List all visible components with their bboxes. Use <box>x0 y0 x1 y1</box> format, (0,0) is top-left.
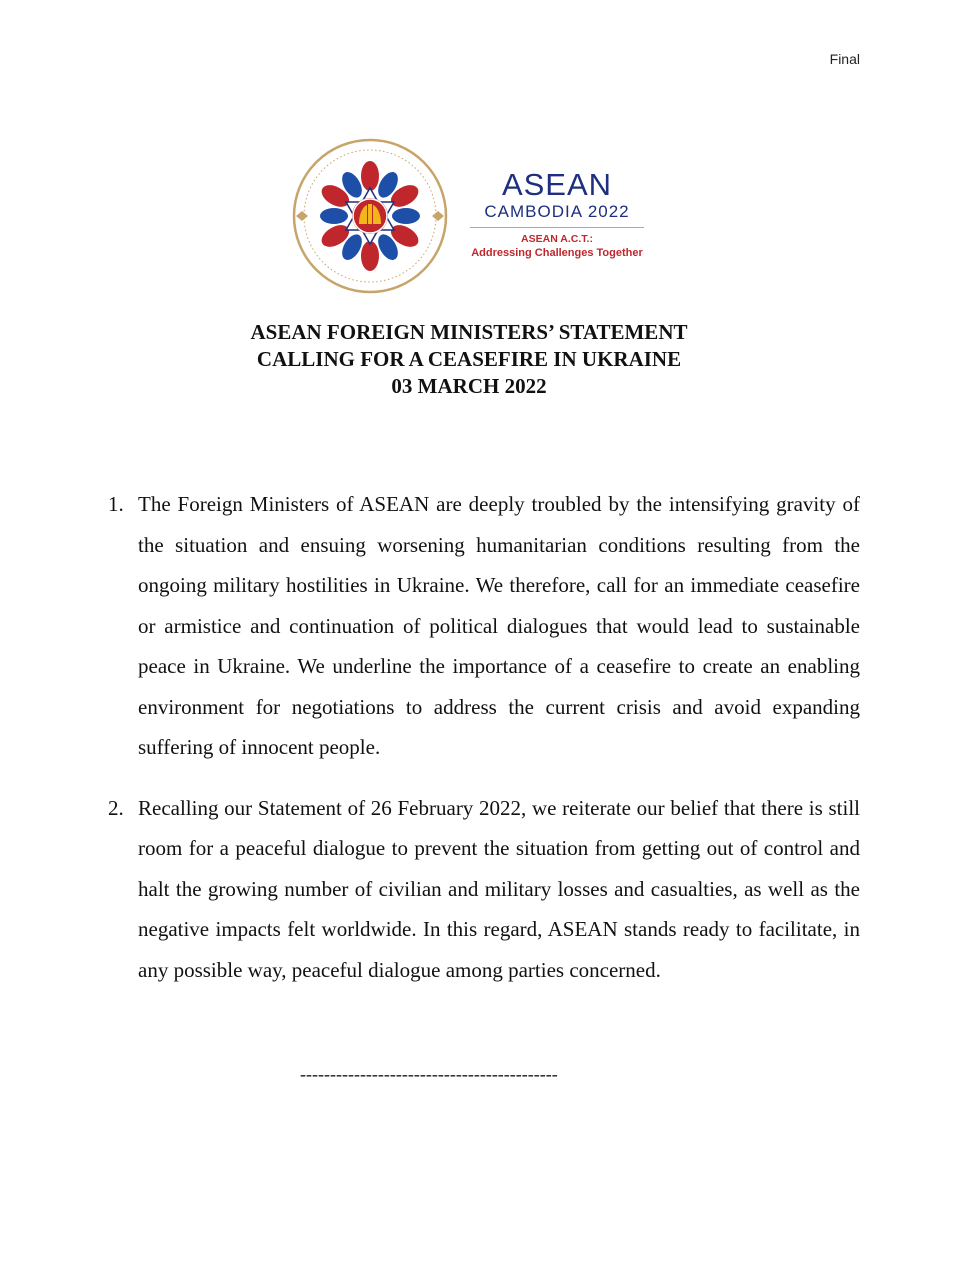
document-status-label: Final <box>829 51 860 67</box>
brand-theme-tagline: Addressing Challenges Together <box>471 247 643 259</box>
paragraph-text: The Foreign Ministers of ASEAN are deeply troubled by the intensifying gravity of the situation and ensuing worsening humanitarian conditions resulting from the ongoing military hostilities in Ukraine. We therefore, call for an immediate ceasefire or armistice and continuation of political dialogues that would lead to sustainable peace in Ukraine. We underline the importance of a ceasefire to create an enabling environment for negotiations to address the current crisis and avoid expanding suffering of innocent people. <box>138 492 860 759</box>
paragraph-item <box>104 484 860 768</box>
paragraph-text: Recalling our Statement of 26 February 2022, we reiterate our belief that there is still room for a peaceful dialogue to prevent the situation from getting out of control and halt the growing number of civilian and military losses and casualties, as well as the negative impacts felt worldwide. In this regard, ASEAN stands ready to facilitate, in any possible way, peaceful dialogue among parties concerned. <box>138 795 860 982</box>
title-line-1: ASEAN FOREIGN MINISTERS’ STATEMENT <box>250 320 688 344</box>
title-date: 03 MARCH 2022 <box>391 374 547 398</box>
statement-paragraphs <box>104 484 860 1010</box>
brand-name: ASEAN <box>501 167 613 202</box>
brand-divider <box>470 227 644 228</box>
brand-theme-title: ASEAN A.C.T.: <box>521 233 593 245</box>
paragraph-item <box>104 788 860 991</box>
asean-cambodia-brand <box>466 168 648 260</box>
title-line-2: CALLING FOR A CEASEFIRE IN UKRAINE <box>256 347 682 371</box>
closing-dashed-rule: ------------------------------------------- <box>300 1064 558 1084</box>
brand-country: CAMBODIA 2022 <box>484 202 630 221</box>
paragraph-number: 2. <box>108 795 124 820</box>
statement-title <box>0 319 938 400</box>
asean-cambodia-emblem-icon <box>291 137 449 295</box>
paragraph-number: 1. <box>108 492 124 516</box>
